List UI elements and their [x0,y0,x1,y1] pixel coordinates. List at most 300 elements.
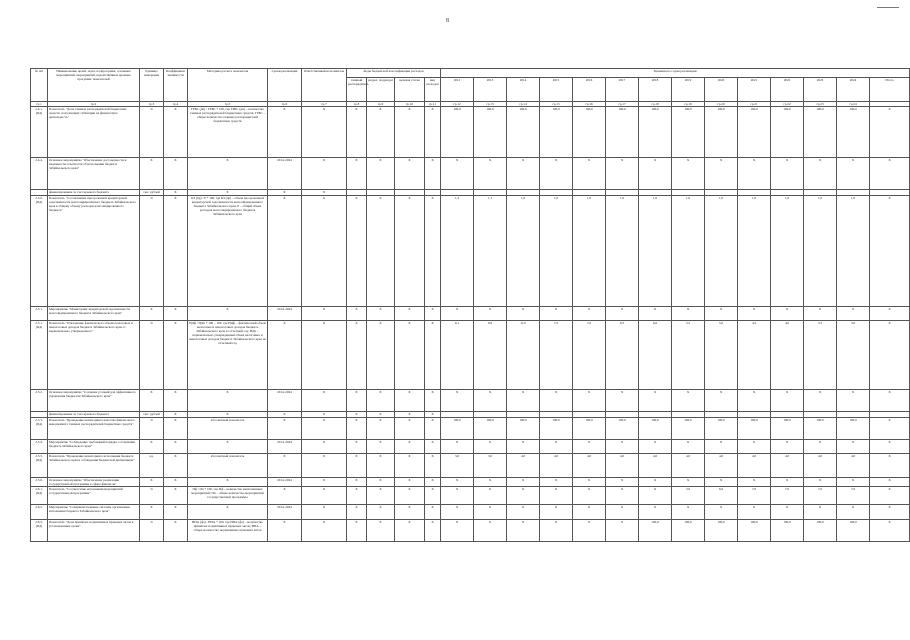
row-year-value: X [837,307,870,321]
row-year-value: 100,0 [771,418,804,440]
row-year-value: 100,0 [540,107,573,158]
row-unit: % [140,487,164,505]
row-year-value: X [705,505,738,520]
row-responsible: X [302,440,347,454]
row-year-value: X [804,440,837,454]
row-year-value: X [837,478,870,487]
row-coefficient: X [164,158,188,190]
row-name: Показатель "Проведение мониторинга исполнения бюджета Забайкальского края и соблюдения бюджетной дисциплины" [48,454,140,478]
row-unit: X [140,390,164,412]
row-year-value: X [507,440,540,454]
row-budget-vr: X [425,107,441,158]
row-unit: X [140,478,164,487]
row-year-value: 7,0 [771,487,804,505]
row-year-value: X [639,487,672,505]
header-year: 2020 [705,78,738,102]
row-method: X [188,158,268,190]
row-name: финансирование за счет краевого бюджета [48,412,140,418]
row-budget-grbs: X [347,107,367,158]
row-year-value: 100,0 [441,418,474,440]
row-term: X [268,107,302,158]
table-row [31,390,910,412]
table-row [31,418,910,440]
row-year-value: X [771,440,804,454]
row-year-value: X [540,478,573,487]
row-year-value: X [606,307,639,321]
row-year-value: X [540,505,573,520]
row-coefficient: X [164,440,188,454]
row-coefficient: X [164,390,188,412]
row-name: Мероприятие "Соблюдение требований порядка составления бюджета Забайкальского края" [48,440,140,454]
row-budget-csr: X [395,107,425,158]
row-budget-grbs: X [347,487,367,505]
header-responsible: Ответственный исполнитель [302,69,347,102]
header-year: 2013 [474,78,507,102]
page-number: 8 [446,18,449,24]
row-year-value: 1,0 [804,196,837,307]
row-term: X [268,454,302,478]
row-term: 2014–2024 [268,158,302,190]
column-index: гр.16 [573,102,606,107]
row-budget-grbs: X [347,390,367,412]
row-budget-csr: X [395,454,425,478]
column-index: гр.1 [31,102,48,107]
row-year-value: 100,0 [672,107,705,158]
row-term: 2014–2024 [268,440,302,454]
row-coefficient: X [164,412,188,418]
row-responsible: X [302,454,347,478]
row-method: X [188,412,268,418]
row-total: X [870,321,910,390]
row-term: 2014–2024 [268,307,302,321]
header-year: 2015 [540,78,573,102]
row-year-value: X [474,505,507,520]
row-term: X [268,487,302,505]
table-row [31,454,910,478]
row-responsible: X [302,487,347,505]
row-year-value: X [738,505,771,520]
table-row [31,321,910,390]
row-year-value: X [507,307,540,321]
table-row [31,520,910,542]
row-budget-grbs: X [347,196,367,307]
row-term: X [268,520,302,542]
row-year-value: 100,0 [837,520,870,542]
row-year-value: 100,0 [738,418,771,440]
row-budget-vr: X [425,321,441,390]
row-budget-vr: X [425,418,441,440]
row-year-value: X [540,520,573,542]
table-row [31,158,910,190]
row-year-value: X [573,478,606,487]
row-year-value: X [507,478,540,487]
row-coefficient: X [164,321,188,390]
row-total: X [870,487,910,505]
row-budget-vr: X [425,454,441,478]
row-year-value: X [441,440,474,454]
row-unit: % [140,520,164,542]
row-year-value: X [441,505,474,520]
row-year-value: X [507,520,540,542]
row-term: X [268,196,302,307]
row-year-value: 4,5 [738,321,771,390]
row-unit: % [140,321,164,390]
row-year-value: 100,0 [672,418,705,440]
header-unit: Единица измерения [140,69,164,102]
row-budget-vr: X [425,390,441,412]
row-year-value: 100,0 [804,418,837,440]
row-coefficient: X [164,505,188,520]
row-budget-section: X [367,107,395,158]
row-year-value: 7,0 [804,487,837,505]
row-method: X [188,190,268,196]
row-year-value: X [606,478,639,487]
row-budget-section: X [367,158,395,190]
row-budget-csr: X [395,478,425,487]
column-index: гр.12 [441,102,474,107]
row-year-value: X [672,158,705,190]
row-year-value: 100,0 [804,107,837,158]
column-index: гр.8 [347,102,367,107]
row-year-value: X [804,505,837,520]
row-number: 2.4.1. (Ц4) [31,107,48,158]
row-year-value: X [804,478,837,487]
row-responsible: X [302,158,347,190]
row-year-value: 4,0 [738,454,771,478]
row-year-value: X [540,440,573,454]
row-year-value: X [606,440,639,454]
row-method: НДф / НДп * 100 – 100, где НДф – фактический объем налоговых и неналоговых доходов бюджета Забайкальского края за отчетный год; НДп – первоначально утвержденный объем налоговых и неналоговых доходов бюджета Забайкальского края на отчетный год [188,321,268,390]
row-name: Показатель "Соотношение просроченной кредиторской задолженности консолидированного бюджета Забайкальского края к общему объему расходов консолидированного бюджета" [48,196,140,307]
column-index: гр.17 [606,102,639,107]
row-year-value: 3,0 [441,454,474,478]
row-year-value: X [474,520,507,542]
row-year-value: 6,1 [441,321,474,390]
row-budget-vr: X [425,487,441,505]
row-year-value: X [837,505,870,520]
column-index: гр.14 [507,102,540,107]
column-index: гр.4 [164,102,188,107]
row-year-value: 100,0 [540,418,573,440]
row-total: X [870,454,910,478]
row-budget-section: X [367,440,395,454]
row-budget-section: X [367,418,395,440]
row-year-value: X [837,440,870,454]
row-method: X [188,440,268,454]
row-year-value: 7,0 [573,321,606,390]
row-coefficient: X [164,520,188,542]
table-row [31,487,910,505]
table-row [31,307,910,321]
row-year-value: 1,0 [705,196,738,307]
row-year-value: 6,5 [606,321,639,390]
row-year-value: 100,0 [573,107,606,158]
row-year-value: X [639,390,672,412]
header-total: Итого [870,78,910,102]
row-year-value: X [573,520,606,542]
row-year-value: X [606,505,639,520]
row-number: 2.6.2. [31,505,48,520]
row-total: X [870,307,910,321]
row-year-value: 6,0 [639,321,672,390]
column-index: гр.11 [425,102,441,107]
row-name: Основное мероприятие "Обеспечение достоверности и надежности отчетности об исполнении бюджета Забайкальского края" [48,158,140,190]
row-year-value: X [507,487,540,505]
row-budget-grbs: X [347,418,367,440]
row-year-value: X [540,390,573,412]
row-year-value: 100,0 [639,107,672,158]
row-year-value: X [804,307,837,321]
row-budget-section: X [367,412,395,418]
row-year-value: X [474,158,507,190]
row-budget-vr: X [425,440,441,454]
header-grbs: главный распорядитель [347,78,367,102]
row-year-value: 4,0 [771,454,804,478]
row-budget-csr: X [395,158,425,190]
row-total: X [870,158,910,190]
row-year-value: 100,0 [705,107,738,158]
row-year-value: X [507,158,540,190]
header-no: № п/п [31,69,48,102]
row-budget-section: X [367,390,395,412]
row-responsible: X [302,307,347,321]
row-year-value: 100,0 [606,107,639,158]
row-budget-csr: X [395,196,425,307]
row-budget-grbs: X [347,505,367,520]
row-unit: X [140,440,164,454]
row-year-value: 7,0 [738,487,771,505]
row-year-value: X [573,390,606,412]
row-name: Показатель "Доля принятых нормативных правовых актов в установленные сроки" [48,520,140,542]
row-name: Показатель "Доля главных распорядителей бюджетных средств, получающих субвенции на финансовую деятельность" [48,107,140,158]
row-year-value: 1,1 [474,196,507,307]
row-year-value: X [771,307,804,321]
row-budget-csr: X [395,505,425,520]
row-budget-grbs: X [347,158,367,190]
row-number: 2.5.5. (Ц4) [31,454,48,478]
row-method: X [188,390,268,412]
row-year-value: 3,0 [837,321,870,390]
row-coefficient: X [164,454,188,478]
row-year-value: 11,0 [507,321,540,390]
row-year-value: 1,0 [837,196,870,307]
row-year-value: 7,5 [540,321,573,390]
row-year-value: X [606,520,639,542]
row-year-value: 4,0 [540,454,573,478]
row-year-value: 100,0 [771,107,804,158]
row-year-value: 100,0 [837,107,870,158]
row-budget-vr: X [425,158,441,190]
row-year-value: 1,0 [540,196,573,307]
row-unit: % [140,418,164,440]
row-year-value: 1,0 [738,196,771,307]
row-method: X [188,505,268,520]
row-year-value: 3,0 [474,454,507,478]
row-name: Мероприятие "Совершенствование системы организации исполнения бюджета Забайкальского края" [48,505,140,520]
row-year-value: 100,0 [705,418,738,440]
row-year-value: 5,5 [672,321,705,390]
header-year: 2023 [804,78,837,102]
table-row [31,505,910,520]
row-responsible: X [302,321,347,390]
row-year-value: X [738,478,771,487]
row-unit: X [140,505,164,520]
row-year-value: 100,0 [441,107,474,158]
row-year-value: 100,0 [639,418,672,440]
row-year-value: 100,0 [738,520,771,542]
program-indicators-table [30,68,910,542]
row-name: финансирование за счет краевого бюджета [48,190,140,196]
row-year-value: X [837,158,870,190]
row-coefficient: X [164,307,188,321]
row-number: 2.6.1. (Ц4) [31,487,48,505]
row-year-value: 4,0 [639,454,672,478]
row-name: Показатель "Проведение мониторинга качества финансового менеджмента главных распорядителей бюджетных средств" [48,418,140,440]
row-total: X [870,520,910,542]
row-year-value: 100,0 [738,107,771,158]
header-section: раздел, подраздел [367,78,395,102]
row-coefficient: X [164,478,188,487]
row-year-value: 100,0 [507,107,540,158]
header-values-by-year: Значения по годам реализации [441,69,910,78]
row-budget-csr: X [395,487,425,505]
row-coefficient: X [164,487,188,505]
row-year-value: 100,0 [672,520,705,542]
row-year-value: X [474,478,507,487]
row-year-value: X [672,478,705,487]
row-total: X [870,107,910,158]
row-year-value: 100,0 [639,520,672,542]
row-year-value: X [474,307,507,321]
row-term: X [268,321,302,390]
row-year-value: 100,0 [507,418,540,440]
column-index: гр.23 [804,102,837,107]
column-index: гр.3 [140,102,164,107]
header-year: 2016 [573,78,606,102]
header-year: 2022 [771,78,804,102]
row-budget-grbs: X [347,478,367,487]
row-year-value: X [771,158,804,190]
row-unit: тыс. рублей [140,412,164,418]
row-year-value: X [606,158,639,190]
row-year-value: 4,0 [606,454,639,478]
header-year: 2012 [441,78,474,102]
row-method: НПА (фз) / НПА * 100, где НПА (фз) – количество принятых нормативных правовых актов; НПА – общее количество нормативных правовых актов [188,520,268,542]
row-responsible: X [302,505,347,520]
row-budget-section: X [367,478,395,487]
row-year-value: X [507,505,540,520]
row-year-value: 1,2 [441,196,474,307]
row-year-value: 4,0 [804,454,837,478]
row-budget-vr: X [425,196,441,307]
header-method: Методика расчета показателя [188,69,268,102]
row-year-value: X [540,307,573,321]
row-unit: ед. [140,454,164,478]
column-index: гр.13 [474,102,507,107]
row-year-value: 1,0 [606,196,639,307]
row-year-value: X [573,505,606,520]
column-index: гр.5 [188,102,268,107]
row-budget-grbs: X [347,307,367,321]
row-year-value: 100,0 [606,418,639,440]
row-year-value: X [441,520,474,542]
row-responsible: X [302,418,347,440]
row-method: абсолютный показатель [188,418,268,440]
row-budget-section: X [367,520,395,542]
row-unit: X [140,307,164,321]
row-responsible: X [302,107,347,158]
row-year-value: 9,0 [474,321,507,390]
row-year-value: X [573,307,606,321]
row-year-value: X [738,307,771,321]
column-index: гр.6 [268,102,302,107]
row-responsible: X [302,390,347,412]
row-responsible: X [302,190,347,196]
row-budget-csr: X [395,440,425,454]
row-budget-grbs: X [347,321,367,390]
row-year-value: X [606,390,639,412]
row-budget-grbs: X [347,412,367,418]
row-year-value: X [804,158,837,190]
row-year-value: X [540,158,573,190]
row-term: X [268,412,302,418]
row-year-value: X [837,390,870,412]
header-term: Сроки реализации [268,69,302,102]
row-unit: тыс. рублей [140,190,164,196]
row-budget-vr: X [425,505,441,520]
row-year-value: X [672,390,705,412]
row-term: 2014–2024 [268,505,302,520]
row-year-value: X [771,505,804,520]
row-year-value: 100,0 [474,107,507,158]
row-budget-section: X [367,454,395,478]
header-year: 2021 [738,78,771,102]
table-row [31,478,910,487]
row-total: X [870,196,910,307]
row-year-value: 4,0 [771,321,804,390]
row-year-value: X [672,505,705,520]
column-index: гр.18 [639,102,672,107]
row-budget-section: X [367,196,395,307]
row-year-value: 1,0 [672,196,705,307]
row-total: X [870,505,910,520]
row-year-value: X [441,158,474,190]
row-budget-csr: X [395,321,425,390]
row-method: X [188,478,268,487]
row-year-value: X [606,487,639,505]
header-budget-codes: Коды бюджетной классификации расходов [347,69,441,78]
row-responsible: X [302,412,347,418]
row-coefficient: X [164,190,188,196]
row-year-value: X [672,440,705,454]
row-year-value: X [507,390,540,412]
column-index: гр.24 [837,102,870,107]
row-year-value: 1,0 [573,196,606,307]
row-unit: X [140,158,164,190]
row-year-value: X [738,440,771,454]
row-year-value: X [639,478,672,487]
row-budget-section: X [367,321,395,390]
row-year-value: X [573,440,606,454]
row-budget-grbs: X [347,440,367,454]
row-number: 2.5.6. [31,478,48,487]
row-year-value: X [738,158,771,190]
row-year-value: 4,0 [837,454,870,478]
row-method: ГРБС (дн) / ГРБС * 100, где ГРБС (дн) – количество главных распорядителей бюджетных средств; ГРБС – общее количество главных распорядителей бюджетных средств [188,107,268,158]
row-year-value: X [441,487,474,505]
row-number: 2.5.1. (Ц4) [31,321,48,390]
row-budget-csr: X [395,418,425,440]
